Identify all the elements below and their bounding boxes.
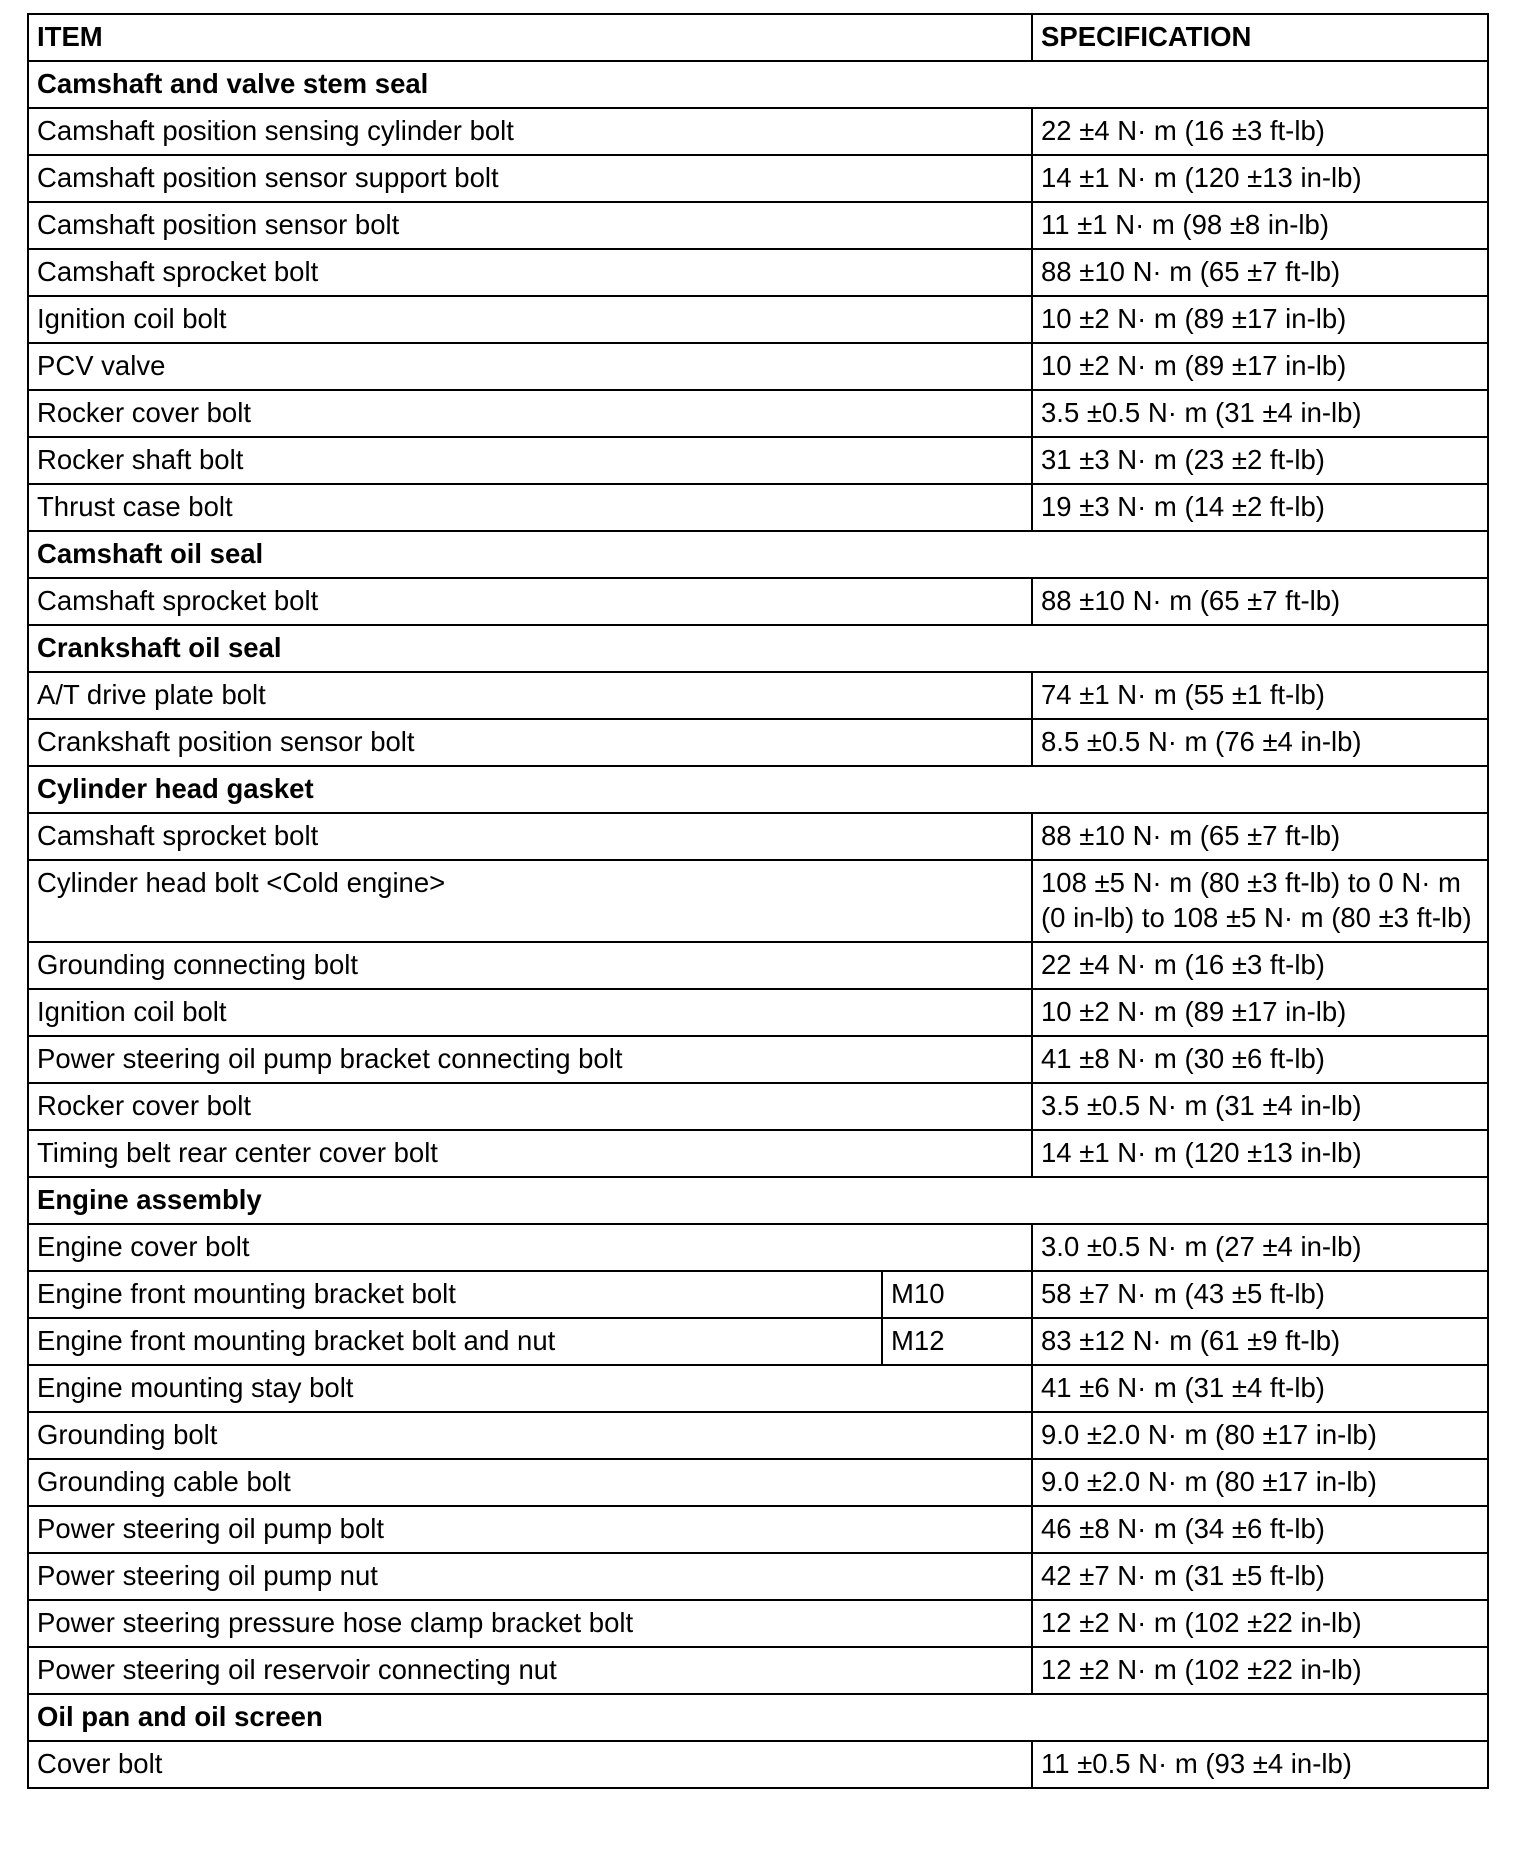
item-cell: Crankshaft position sensor bolt [28, 719, 1032, 766]
size-cell: M10 [882, 1271, 1032, 1318]
table-row [28, 1083, 1488, 1130]
specification-cell: 88 ±10 N· m (65 ±7 ft-lb) [1032, 249, 1488, 296]
section-title: Camshaft oil seal [28, 531, 1488, 578]
table-row [28, 1600, 1488, 1647]
specification-cell: 41 ±8 N· m (30 ±6 ft-lb) [1032, 1036, 1488, 1083]
size-cell: M12 [882, 1318, 1032, 1365]
specification-cell: 42 ±7 N· m (31 ±5 ft-lb) [1032, 1553, 1488, 1600]
table-row [28, 1459, 1488, 1506]
section-header-row [28, 1177, 1488, 1224]
item-cell: Camshaft sprocket bolt [28, 578, 1032, 625]
item-cell: Camshaft position sensing cylinder bolt [28, 108, 1032, 155]
specification-cell: 58 ±7 N· m (43 ±5 ft-lb) [1032, 1271, 1488, 1318]
table-header-row [28, 14, 1488, 61]
specification-cell: 9.0 ±2.0 N· m (80 ±17 in-lb) [1032, 1412, 1488, 1459]
table-row [28, 1318, 1488, 1365]
item-cell: A/T drive plate bolt [28, 672, 1032, 719]
table-row [28, 1365, 1488, 1412]
item-cell: Timing belt rear center cover bolt [28, 1130, 1032, 1177]
item-cell: Engine front mounting bracket bolt and nut [28, 1318, 882, 1365]
table-row [28, 860, 1488, 942]
item-cell: Cylinder head bolt <Cold engine> [28, 860, 1032, 942]
item-cell: Grounding cable bolt [28, 1459, 1032, 1506]
item-cell: Camshaft position sensor bolt [28, 202, 1032, 249]
item-cell: Rocker cover bolt [28, 1083, 1032, 1130]
specification-cell: 10 ±2 N· m (89 ±17 in-lb) [1032, 343, 1488, 390]
specification-cell: 8.5 ±0.5 N· m (76 ±4 in-lb) [1032, 719, 1488, 766]
item-cell: Power steering oil pump bracket connecting bolt [28, 1036, 1032, 1083]
section-header-row [28, 61, 1488, 108]
table-row [28, 484, 1488, 531]
item-cell: Power steering oil reservoir connecting nut [28, 1647, 1032, 1694]
specification-cell: 3.5 ±0.5 N· m (31 ±4 in-lb) [1032, 390, 1488, 437]
item-cell: PCV valve [28, 343, 1032, 390]
table-row [28, 437, 1488, 484]
section-header-row [28, 1694, 1488, 1741]
specification-cell: 3.0 ±0.5 N· m (27 ±4 in-lb) [1032, 1224, 1488, 1271]
section-title: Crankshaft oil seal [28, 625, 1488, 672]
specification-cell: 10 ±2 N· m (89 ±17 in-lb) [1032, 296, 1488, 343]
table-row [28, 1506, 1488, 1553]
specification-cell: 83 ±12 N· m (61 ±9 ft-lb) [1032, 1318, 1488, 1365]
item-cell: Camshaft sprocket bolt [28, 249, 1032, 296]
item-cell: Ignition coil bolt [28, 989, 1032, 1036]
item-cell: Power steering oil pump bolt [28, 1506, 1032, 1553]
item-cell: Ignition coil bolt [28, 296, 1032, 343]
table-row [28, 1741, 1488, 1788]
item-cell: Camshaft position sensor support bolt [28, 155, 1032, 202]
specification-cell: 88 ±10 N· m (65 ±7 ft-lb) [1032, 578, 1488, 625]
table-row [28, 390, 1488, 437]
specification-cell: 10 ±2 N· m (89 ±17 in-lb) [1032, 989, 1488, 1036]
item-cell: Thrust case bolt [28, 484, 1032, 531]
table-row [28, 942, 1488, 989]
table-row [28, 1224, 1488, 1271]
table-row [28, 249, 1488, 296]
specification-cell: 41 ±6 N· m (31 ±4 ft-lb) [1032, 1365, 1488, 1412]
table-row [28, 108, 1488, 155]
table-row [28, 578, 1488, 625]
table-row [28, 1553, 1488, 1600]
table-row [28, 1130, 1488, 1177]
table-row [28, 202, 1488, 249]
specification-cell: 19 ±3 N· m (14 ±2 ft-lb) [1032, 484, 1488, 531]
specification-cell: 88 ±10 N· m (65 ±7 ft-lb) [1032, 813, 1488, 860]
item-cell: Cover bolt [28, 1741, 1032, 1788]
table-row [28, 989, 1488, 1036]
torque-specification-table [27, 13, 1489, 1789]
specification-cell: 12 ±2 N· m (102 ±22 in-lb) [1032, 1647, 1488, 1694]
specification-cell: 9.0 ±2.0 N· m (80 ±17 in-lb) [1032, 1459, 1488, 1506]
section-header-row [28, 531, 1488, 578]
header-specification: SPECIFICATION [1032, 14, 1488, 61]
section-title: Cylinder head gasket [28, 766, 1488, 813]
specification-cell: 11 ±1 N· m (98 ±8 in-lb) [1032, 202, 1488, 249]
table-row [28, 672, 1488, 719]
table-row [28, 813, 1488, 860]
section-title: Engine assembly [28, 1177, 1488, 1224]
table-row [28, 296, 1488, 343]
header-item: ITEM [28, 14, 1032, 61]
specification-cell: 46 ±8 N· m (34 ±6 ft-lb) [1032, 1506, 1488, 1553]
item-cell: Engine mounting stay bolt [28, 1365, 1032, 1412]
item-cell: Power steering oil pump nut [28, 1553, 1032, 1600]
specification-cell: 11 ±0.5 N· m (93 ±4 in-lb) [1032, 1741, 1488, 1788]
item-cell: Grounding bolt [28, 1412, 1032, 1459]
specification-cell: 3.5 ±0.5 N· m (31 ±4 in-lb) [1032, 1083, 1488, 1130]
specification-cell: 14 ±1 N· m (120 ±13 in-lb) [1032, 1130, 1488, 1177]
table-body [28, 14, 1488, 1788]
item-cell: Rocker cover bolt [28, 390, 1032, 437]
section-title: Oil pan and oil screen [28, 1694, 1488, 1741]
table-row [28, 1036, 1488, 1083]
table-row [28, 343, 1488, 390]
table-row [28, 1647, 1488, 1694]
item-cell: Engine front mounting bracket bolt [28, 1271, 882, 1318]
section-title: Camshaft and valve stem seal [28, 61, 1488, 108]
specification-cell: 74 ±1 N· m (55 ±1 ft-lb) [1032, 672, 1488, 719]
specification-cell: 22 ±4 N· m (16 ±3 ft-lb) [1032, 942, 1488, 989]
item-cell: Engine cover bolt [28, 1224, 1032, 1271]
table-row [28, 1271, 1488, 1318]
table-row [28, 1412, 1488, 1459]
section-header-row [28, 625, 1488, 672]
specification-cell: 31 ±3 N· m (23 ±2 ft-lb) [1032, 437, 1488, 484]
table-row [28, 155, 1488, 202]
table-row [28, 719, 1488, 766]
section-header-row [28, 766, 1488, 813]
item-cell: Grounding connecting bolt [28, 942, 1032, 989]
item-cell: Camshaft sprocket bolt [28, 813, 1032, 860]
specification-cell: 12 ±2 N· m (102 ±22 in-lb) [1032, 1600, 1488, 1647]
item-cell: Rocker shaft bolt [28, 437, 1032, 484]
item-cell: Power steering pressure hose clamp bracket bolt [28, 1600, 1032, 1647]
specification-cell: 14 ±1 N· m (120 ±13 in-lb) [1032, 155, 1488, 202]
specification-cell: 108 ±5 N· m (80 ±3 ft-lb) to 0 N· m (0 in-lb) to 108 ±5 N· m (80 ±3 ft-lb) [1032, 860, 1488, 942]
specification-cell: 22 ±4 N· m (16 ±3 ft-lb) [1032, 108, 1488, 155]
